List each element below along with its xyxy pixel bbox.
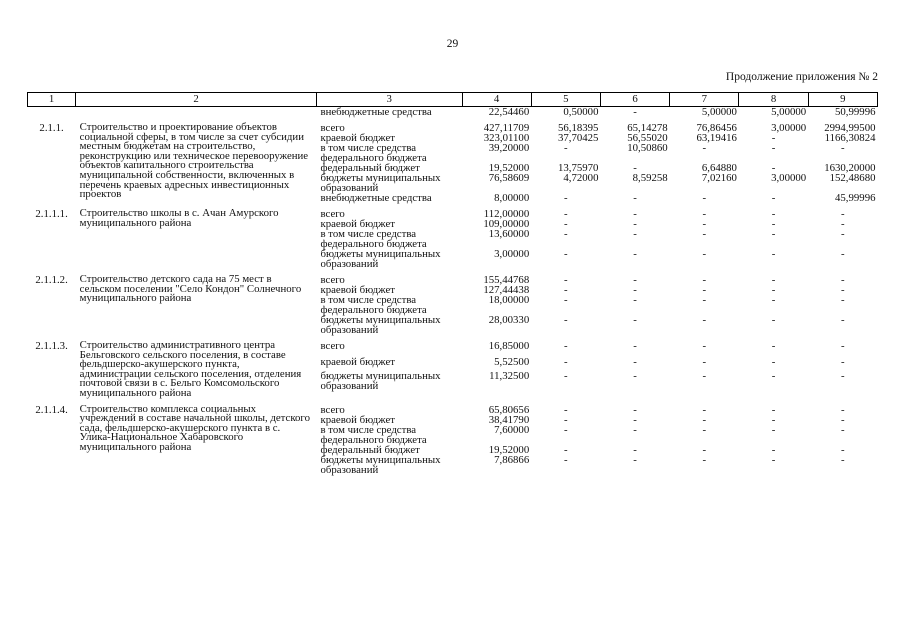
budget-table [27, 92, 878, 475]
value-cell: - [841, 228, 845, 240]
value-cell: 65,14278 [627, 122, 668, 134]
header-cell: 4 [462, 93, 531, 107]
funding-type: в том числе средства федерального бюджета [320, 294, 427, 316]
value-cell: - [633, 284, 637, 296]
value-cell: - [771, 284, 776, 296]
value-cell: 0,50000 [563, 106, 599, 118]
value-cell: 19,52000 [488, 443, 530, 456]
value-cell: - [841, 294, 845, 306]
value-cell: - [702, 403, 707, 416]
table-row [28, 117, 878, 133]
value-cell: - [702, 284, 707, 296]
value-cell: - [564, 192, 568, 204]
value-cell: - [841, 314, 845, 326]
item-code: 2.1.1.3. [35, 340, 68, 352]
value-cell: - [564, 248, 568, 260]
value-cell: 2994,99500 [824, 122, 876, 134]
type-cell: внебюджетные средства [320, 106, 432, 118]
table-row [28, 107, 878, 118]
value-cell: - [841, 453, 845, 466]
funding-type: в том числе средства федерального бюджета [320, 142, 427, 164]
value-cell: - [564, 218, 568, 230]
funding-type: в том числе средства федерального бюджета [320, 228, 427, 250]
item-code: 2.1.1.2. [35, 274, 68, 286]
value-cell: - [564, 142, 568, 154]
value-cell: 39,20000 [488, 142, 530, 154]
value-cell: - [771, 356, 776, 369]
value-cell: 10,50860 [627, 142, 668, 154]
value-cell: - [771, 228, 776, 240]
value-cell: - [633, 294, 637, 306]
value-cell: 5,52500 [494, 356, 530, 369]
value-cell: - [564, 228, 568, 240]
value-cell: - [633, 443, 637, 456]
value-cell: - [771, 443, 776, 456]
item-code: 2.1.1. [39, 122, 64, 134]
code-cell [28, 107, 76, 118]
header-cell: 2 [76, 93, 317, 107]
value-cell: - [702, 142, 707, 154]
funding-type: бюджеты муниципальных образований [320, 248, 441, 270]
table-row [28, 269, 878, 285]
page-number: 29 [446, 38, 459, 50]
value-cell: - [841, 356, 845, 369]
value-cell: - [702, 356, 707, 369]
value-cell: 427,11709 [483, 122, 530, 134]
value-cell: - [771, 218, 776, 230]
table-row [28, 399, 878, 415]
value-cell: 155,44768 [483, 274, 530, 286]
funding-type: краевой бюджет [320, 284, 395, 296]
value-cell: - [633, 423, 637, 436]
value-cell: 7,86866 [494, 453, 530, 466]
item-description: Строительство комплекса социальных учреждений в составе начальной школы, детского сада, фельдшерско-акушерского пункта в с. Улика-Национальное Хабаровского муниципального района [79, 402, 310, 453]
value-cell: - [564, 453, 568, 466]
funding-type: внебюджетные средства [320, 192, 432, 204]
value-cell: 19,52000 [488, 162, 530, 174]
value-cell: 127,44438 [483, 284, 530, 296]
value-cell: - [564, 423, 568, 436]
header-cell: 1 [28, 93, 76, 107]
value-cell: 8,59258 [632, 172, 668, 184]
value-cell: 7,02160 [701, 172, 737, 184]
value-cell: - [702, 294, 707, 306]
value-cell: 16,85000 [488, 340, 530, 352]
value-cell: - [702, 314, 707, 326]
value-cell: - [564, 369, 568, 382]
value-cell: 11,32500 [489, 369, 530, 382]
item-description: Строительство и проектирование объектов социальной сферы, в том числе за счет субсидии местным бюджетам на строительство, реконструкцию или техническое перевооружение объектов капитального строительства муниципальной собственности, включенных в перечень краевых адресных инвестиционных проектов [79, 121, 309, 201]
value-cell: - [771, 403, 776, 416]
value-cell: - [841, 208, 845, 220]
value-cell: - [702, 369, 707, 382]
item-code: 2.1.1.4. [35, 403, 68, 416]
value-cell: - [841, 218, 845, 230]
value-cell: 22,54460 [488, 106, 530, 118]
funding-type: в том числе средства федерального бюджета [320, 423, 427, 446]
value-cell: - [633, 192, 637, 204]
value-cell: 56,55020 [627, 132, 668, 144]
value-cell: - [702, 248, 707, 260]
table-body [28, 107, 878, 475]
value-cell: - [702, 208, 707, 220]
funding-type: всего [320, 274, 345, 286]
value-cell: 109,00000 [483, 218, 530, 230]
value-cell: - [564, 340, 568, 352]
value-cell: - [841, 413, 845, 426]
value-cell: - [564, 314, 568, 326]
value-cell: - [633, 228, 637, 240]
value-cell: - [633, 162, 637, 174]
value-cell: 76,86456 [696, 122, 737, 134]
value-cell: - [702, 192, 707, 204]
value-cell: - [771, 132, 776, 144]
value-cell: 28,00330 [488, 314, 530, 326]
funding-type: бюджеты муниципальных образований [320, 172, 441, 194]
value-cell: - [633, 453, 637, 466]
funding-type: краевой бюджет [320, 356, 395, 369]
value-cell: - [702, 443, 707, 456]
value-cell: - [564, 443, 568, 456]
value-cell: - [841, 142, 845, 154]
value-cell: - [564, 208, 568, 220]
value-cell: 5,00000 [771, 106, 807, 118]
funding-type: бюджеты муниципальных образований [320, 369, 441, 392]
value-cell: - [564, 274, 568, 286]
value-cell: - [633, 413, 637, 426]
value-cell: 50,99996 [835, 106, 876, 118]
value-cell: 37,70425 [557, 132, 599, 144]
value-cell: - [771, 413, 776, 426]
value-cell: - [564, 284, 568, 296]
funding-type: всего [320, 403, 345, 416]
value-cell: - [633, 274, 637, 286]
continuation-label: Продолжение приложения № 2 [725, 71, 878, 83]
value-cell: - [702, 413, 707, 426]
value-cell: - [771, 248, 776, 260]
value-cell: - [564, 294, 568, 306]
value-cell: - [564, 356, 568, 369]
funding-type: краевой бюджет [320, 218, 395, 230]
value-cell: 63,19416 [696, 132, 737, 144]
header-cell: 9 [808, 93, 877, 107]
item-description: Строительство административного центра Бельговского сельского поселения, в составе фельдшерско-акушерского пункта, администрации сельского поселения, отделения почтовой связи в с. Бельго Комсомольского муниципального района [79, 339, 302, 399]
value-cell: 323,01100 [483, 132, 530, 144]
value-cell: - [564, 403, 568, 416]
header-cell: 5 [531, 93, 600, 107]
value-cell: - [841, 443, 845, 456]
funding-type: федеральный бюджет [320, 162, 420, 174]
header-cell: 7 [670, 93, 739, 107]
value-cell: 56,18395 [557, 122, 599, 134]
value-cell: 4,72000 [563, 172, 599, 184]
value-cell: - [633, 356, 637, 369]
value-cell: - [633, 248, 637, 260]
funding-type: всего [320, 208, 345, 220]
value-cell: - [633, 106, 637, 118]
value-cell: 13,60000 [488, 228, 530, 240]
value-cell: - [702, 228, 707, 240]
value-cell: 1630,20000 [824, 162, 876, 174]
value-cell: 38,41790 [488, 413, 530, 426]
funding-type: всего [320, 340, 345, 352]
value-cell: - [841, 248, 845, 260]
value-cell: - [841, 340, 845, 352]
funding-type: краевой бюджет [320, 132, 395, 144]
value-cell: 5,00000 [701, 106, 737, 118]
value-cell: - [564, 413, 568, 426]
item-description: Строительство детского сада на 75 мест в сельском поселении "Село Кондон" Солнечного муниципального района [79, 273, 302, 305]
value-cell: - [841, 284, 845, 296]
header-cell: 8 [739, 93, 808, 107]
value-cell: - [633, 369, 637, 382]
value-cell: 18,00000 [488, 294, 530, 306]
value-cell: - [633, 340, 637, 352]
value-cell: 112,00000 [483, 208, 530, 220]
value-cell: - [633, 403, 637, 416]
value-cell: 152,48680 [829, 172, 876, 184]
header-cell: 3 [317, 93, 463, 107]
value-cell: 3,00000 [494, 248, 530, 260]
value-cell: 1166,30824 [824, 132, 876, 144]
value-cell: - [702, 453, 707, 466]
value-cell: 76,58609 [488, 172, 530, 184]
value-cell: - [702, 274, 707, 286]
value-cell: - [841, 423, 845, 436]
value-cell: 65,80656 [488, 403, 530, 416]
value-cell: - [841, 403, 845, 416]
value-cell: - [702, 340, 707, 352]
value-cell: - [841, 369, 845, 382]
value-cell: - [633, 218, 637, 230]
funding-type: бюджеты муниципальных образований [320, 453, 441, 476]
value-cell: 3,00000 [771, 122, 807, 134]
value-cell: 8,00000 [494, 192, 530, 204]
funding-type: бюджеты муниципальных образований [320, 314, 441, 336]
desc-cell [76, 107, 317, 118]
item-description: Строительство школы в с. Ачан Амурского муниципального района [79, 207, 279, 229]
value-cell: - [771, 208, 776, 220]
value-cell: - [633, 208, 637, 220]
value-cell: - [702, 423, 707, 436]
value-cell: - [771, 369, 776, 382]
value-cell: - [633, 314, 637, 326]
value-cell: - [771, 423, 776, 436]
funding-type: краевой бюджет [320, 413, 395, 426]
value-cell: 3,00000 [771, 172, 807, 184]
funding-type: федеральный бюджет [320, 443, 420, 456]
item-code: 2.1.1.1. [35, 208, 68, 220]
value-cell: - [771, 314, 776, 326]
value-cell: - [841, 274, 845, 286]
value-cell: - [771, 340, 776, 352]
value-cell: - [771, 192, 776, 204]
value-cell: 13,75970 [557, 162, 599, 174]
funding-type: всего [320, 122, 345, 134]
value-cell: 7,60000 [494, 423, 530, 436]
value-cell: 45,99996 [835, 192, 876, 204]
value-cell: - [702, 218, 707, 230]
table-row [28, 335, 878, 357]
value-cell: - [771, 162, 776, 174]
value-cell: - [771, 453, 776, 466]
value-cell: 6,64880 [701, 162, 737, 174]
header-row [28, 93, 878, 107]
table-row [28, 203, 878, 219]
header-cell: 6 [600, 93, 669, 107]
value-cell: - [771, 142, 776, 154]
value-cell: - [771, 294, 776, 306]
value-cell: - [771, 274, 776, 286]
